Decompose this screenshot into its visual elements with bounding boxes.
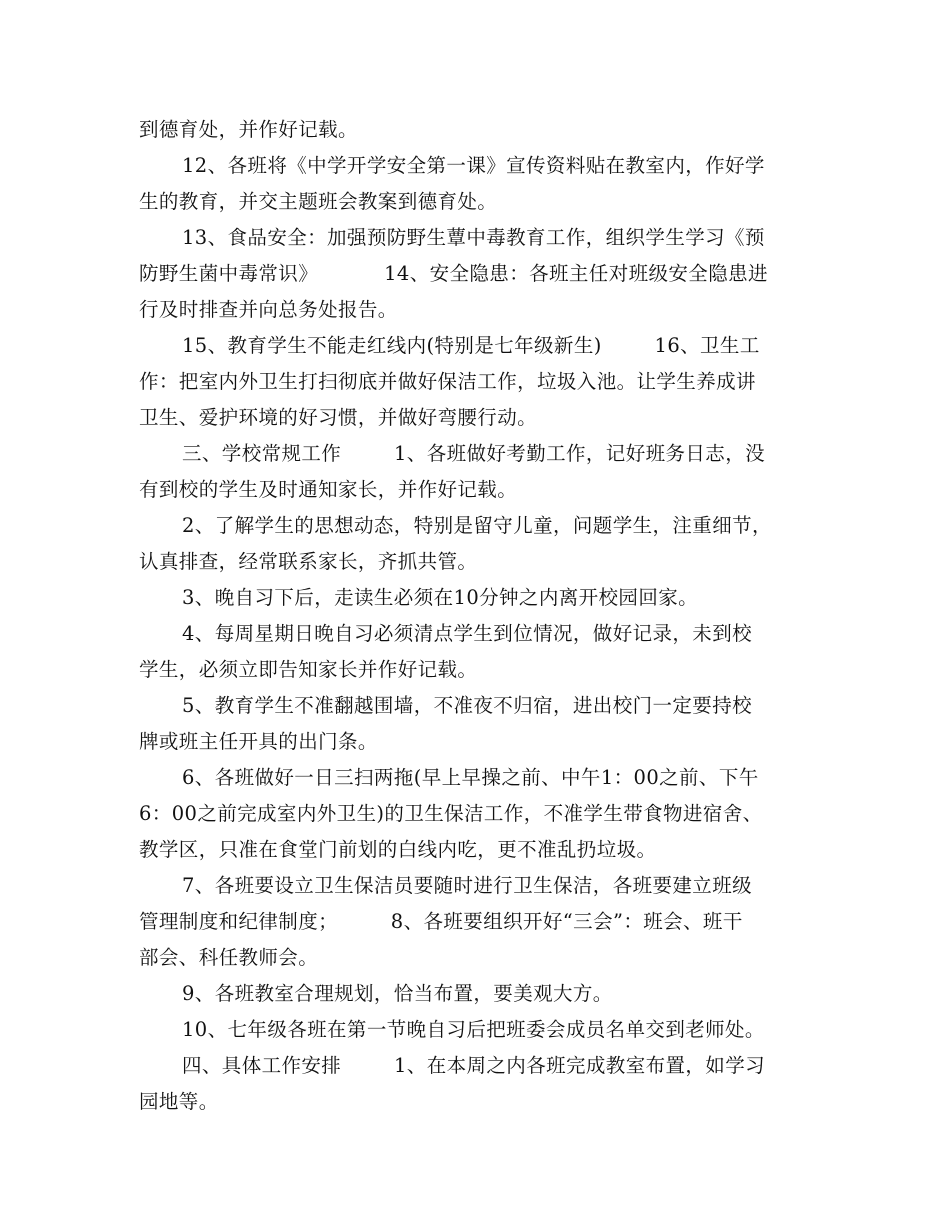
text-line: 到德育处，并作好记载。 xyxy=(139,118,358,141)
text-line: 3、晚自习下后，走读生必须在10分钟之内离开校园回家。 xyxy=(182,586,699,609)
text-line: 行及时排查并向总务处报告。 xyxy=(139,298,398,321)
text-line: 有到校的学生及时通知家长，并作好记载。 xyxy=(139,478,518,501)
text-line: 作：把室内外卫生打扫彻底并做好保洁工作，垃圾入池。让学生养成讲 xyxy=(139,370,756,393)
text-line: 园地等。 xyxy=(139,1090,219,1113)
text-line: 5、教育学生不准翻越围墙，不准夜不归宿，进出校门一定要持校 xyxy=(182,694,753,717)
text-line: 4、每周星期日晚自习必须清点学生到位情况，做好记录，未到校 xyxy=(182,622,753,645)
text-line: 2、了解学生的思想动态，特别是留守儿童，问题学生，注重细节， xyxy=(182,514,772,537)
text-line: 12、各班将《中学开学安全第一课》宣传资料贴在教室内，作好学 xyxy=(182,154,765,177)
text-line: 学生，必须立即告知家长并作好记载。 xyxy=(139,658,478,681)
text-line: 牌或班主任开具的出门条。 xyxy=(139,730,378,753)
text-line: 防野生菌中毒常识》 14、安全隐患：各班主任对班级安全隐患进 xyxy=(139,262,768,285)
text-line: 9、各班教室合理规划，恰当布置，要美观大方。 xyxy=(182,982,613,1005)
document-body xyxy=(139,112,819,1120)
text-line: 15、教育学生不能走红线内(特别是七年级新生) 16、卫生工 xyxy=(182,334,760,357)
text-line: 认真排查，经常联系家长，齐抓共管。 xyxy=(139,550,478,573)
text-line: 教学区，只准在食堂门前划的白线内吃，更不准乱扔垃圾。 xyxy=(139,838,657,861)
text-line: 6：00之前完成室内外卫生)的卫生保洁工作，不准学生带食物进宿舍、 xyxy=(139,802,763,825)
text-line: 6、各班做好一日三扫两拖(早上早操之前、中午1：00之前、下午 xyxy=(182,766,759,789)
text-line: 管理制度和纪律制度； 8、各班要组织开好“三会”：班会、班干 xyxy=(139,910,743,933)
text-line: 部会、科任教师会。 xyxy=(139,946,319,969)
text-line: 四、具体工作安排 1、在本周之内各班完成教室布置，如学习 xyxy=(182,1054,765,1077)
text-line: 7、各班要设立卫生保洁员要随时进行卫生保洁，各班要建立班级 xyxy=(182,874,753,897)
text-line: 13、食品安全：加强预防野生蕈中毒教育工作，组织学生学习《预 xyxy=(182,226,765,249)
text-line: 卫生、爱护环境的好习惯，并做好弯腰行动。 xyxy=(139,406,538,429)
text-line: 三、学校常规工作 1、各班做好考勤工作，记好班务日志，没 xyxy=(182,442,765,465)
text-line: 生的教育，并交主题班会教案到德育处。 xyxy=(139,190,498,213)
text-line: 10、七年级各班在第一节晚自习后把班委会成员名单交到老师处。 xyxy=(182,1018,765,1041)
